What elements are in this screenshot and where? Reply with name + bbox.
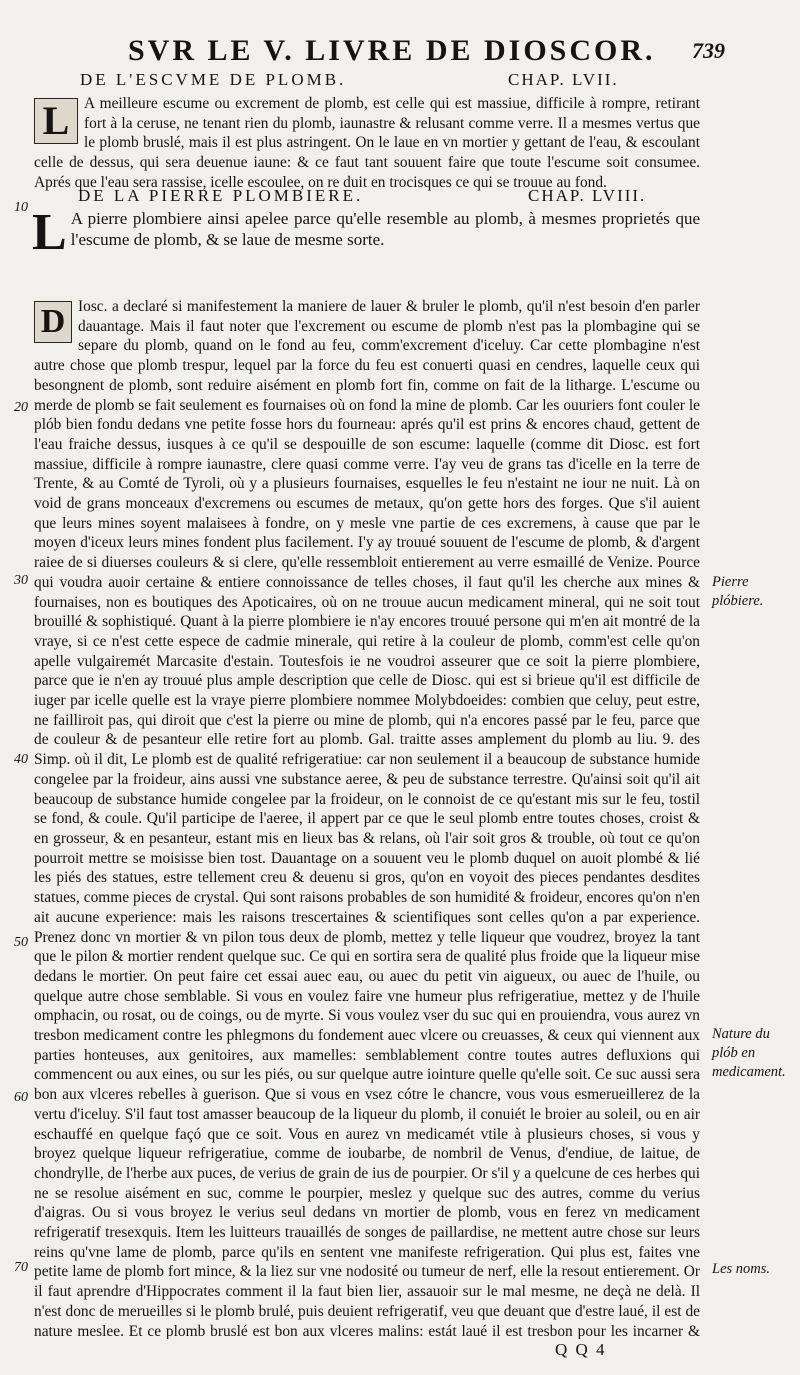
chapter-58-number: CHAP. LVIII. xyxy=(528,186,647,205)
line-number: 30 xyxy=(14,573,28,588)
line-number: 50 xyxy=(14,935,28,950)
line-number: 20 xyxy=(14,400,28,415)
commentary-text: Iosc. a declaré si manifestement la maniere de lauer & bruler le plomb, qu'il n'est besoin d'en parler dauantage. Mais il faut noter que l'excrement ou escume de plomb n'est pas la plombagine qui se separe du plomb, quand on le fond au feu, comm'excrement d'iceluy. Car cette plombagine n'est autre chose que plomb trespur, lequel par la force du feu est conuerti quasi en cendres, laquelle ceux qui besongnent de plomb, sont reduire aisément en plomb fort fin, comme on fait de la litharge. L'escume ou merde de plomb se fait seulement es fournaises où on fond la mine de plomb. Car les ouuriers font couler le plób bien fondu dedans vne petite fosse hors du fourneau: aprés qu'il est prins & encores chaud, gettent de l'eau fraiche dessus, iusques à ce qu'il se despouille de son escume: laquelle (comme dit Diosc. est fort massiue, difficile à rompre iaunastre, clere quasi comme verre. I'ay veu de grans tas d'icelle en la terre de Trente, & au Comté de Tyroli, où y a plusieurs fournaises, esquelles le feu n'estaint ne iour ne nuit. Là on void de grans monceaux d'excremens ou escumes de metaux, qu'on gette hors des forges. Que s'il auient que leurs mines soyent malaisees à fondre, on y mesle vne partie de ces excremens, à cause que par le moyen d'iceux leurs mines fondent plus facilement. I'y ay trouué souuent de l'escume de plomb, & d'argent raiee de si diuerses couleurs & si clere, qu'elle ressembloit entierement au verre esmaillé de Venize. Pource qui voudra auoir certaine & entiere connoissance de telles choses, il faut qu'il les cherche aux mines & fournaises, non es boutiques des Apoticaires, où on ne trouue aucun medicament mineral, qui ne soit tout brouillé & sophistiqué. Quant à la pierre plombiere ie n'ay encores trouué persone qui m'en ait montré de la vraye, si ce n'est cette espece de cadmie minerale, qui retire à la couleur de plomb, comm'est celle qu'on apelle vulgairemét Marcasite d'estain. Toutesfois ie ne voudroi asseurer que ce soit la pierre plombiere, parce que ie n'en ay trouué plus ample description que celle de Diosc. qui est si brieue qu'il est difficile de iuger par icelle quelle est la vraye pierre plombiere nommee Molybdoeides: combien que celuy, peut estre, ne failliroit pas, qui diroit que c'est la pierre ou mine de plomb, qui n'a encores passé par le feu, parce que de couleur & de pesanteur elle retire fort au plomb. Gal. traitte asses amplement du plomb au liu. 9. des Simp. où il dit, Le plomb est de qualité refrigeratiue: car non seulement il a beaucoup de substance humide congelee par la froideur, ains aussi vne substance aeree, & peu de substance terrestre. Qu'ainsi soit qu'il ait beaucoup de substance humide congelee par la froideur, on le connoist de ce qu'estant mis sur le feu, tostil se fond, & coule. Qu'il participe de l'aeree, il appert par ce que le seul plomb entre toutes choses, croist & en grosseur, & en pesanteur, estant mis en lieux bas & relans, où l'air soit gros & trouble, où tout ce qu'on pourroit mettre se moisisse bien tost. Dauantage on a souuent veu le plomb duquel on auoit plombé & lié les piés des statues, estre tellement creu & deuenu si gros, qu'on en voyoit des pieces pendantes desdites statues, comme pieces de crystal. Qui sont raisons probables de son humidité & froideur, encores qu'on n'en ait aucune experience: mais les raisons trescertaines & scientifiques sont celles qu'on a par experience. Prenez donc vn mortier & vn pilon tous deux de plomb, mettez y telle liqueur que voudrez, broyez la tant que le pilon & mortier rendent quelque suc. Ce qui en sortira sera de qualité plus froide que la liqueur mise dedans le mortier. On peut faire cet essai auec eau, ou auec du petit vin aigueux, ou auec de l'huile, ou quelque autre chose semblable. Si vous en voulez faire vne humeur plus refrigeratiue, mettez y de l'huile omphacin, ou rosat, ou de coings, ou de myrte. Si vous voulez vser du suc qui en prouiendra, vous aurez vn tresbon medicament contre les phlegmons du fondement auec vlcere ou creuasses, & ceux qui viennent aux parties honteuses, aux genitoires, aux mamelles: semblablement contre toutes autres defluxions qui commencent ou aux eines, ou sur les piés, ou sur quelque autre iointure quelle qu'elle soit. Ce suc aussi sera bon aux vlceres rebelles à guerison. Que si vous en vsez cótre le chancre, vous vous esmerueillerez de la vertu d'iceluy. S'il faut tost amasser beaucoup de la liqueur du plomb, il conuiét le broier au soleil, ou en air eschauffé en quelque façó que ce soit. Vous en aurez vn medicamét vtile à plusieurs choses, si vous y broyez quelque liqueur refrigeratiue, comme de ioubarbe, de nombril de Venus, d'endiue, de laitue, de chondrylle, de l'herbe aux puces, de verius de grain de ius de pourpier. Or s'il y a quelcune de ces herbes qui ne se resolue aisément en suc, comme le pourpier, meslez y quelque suc des autres, comme du verius d'aigras. Ou si vous broyez le verius seul dedans vn mortier de plomb, vous en ferez vn medicament refrigeratif tresexquis. Item les luitteurs trauaillés de songes de paillardise, ne mettent autre chose sur leurs reins qu'vne lame de plomb, parce qu'ils en sentent vne manifeste refrigeration. Qui plus est, faites vne petite lame de plomb fort mince, & la liez sur vne nodosité ou tumeur de nerf, elle la resout entierement. Or il faut aprendre d'Hippocrates comment il la faut bien lier, assauoir sur le mal mesme, ne deçà ne delà. Il n'est donc de merueilles si le plomb brulé, puis deuient refrigeratif, veu que deuant que d'estre laué, il est de nature meslee. Et ce plomb bruslé est bon aux vlceres malins: estát laué il est tresbon pour les incarner & xyxy=(34,298,700,1339)
commentary-body xyxy=(34,297,700,1339)
line-number: 10 xyxy=(14,200,28,215)
margin-note-pierre-plombiere: Pierre plóbiere. xyxy=(712,574,764,609)
running-head: SVR LE V. LIVRE DE DIOSCOR. xyxy=(128,34,656,67)
chapter-58-text: A pierre plombiere ainsi apelee parce qu'elle resemble au plomb, à mesmes proprietés que l'escume de plomb, & se laue de mesme sorte. xyxy=(70,209,700,249)
chapter-57-title: DE L'ESCVME DE PLOMB. xyxy=(80,70,347,89)
margin-note-les-noms: Les noms. xyxy=(712,1261,771,1277)
signature-mark: Q Q 4 xyxy=(555,1340,607,1359)
line-number: 40 xyxy=(14,752,28,767)
chapter-58-title: DE LA PIERRE PLOMBIERE. xyxy=(78,186,364,205)
line-number: 60 xyxy=(14,1090,28,1105)
ornamental-dropcap: L xyxy=(34,98,78,144)
chapter-57-number: CHAP. LVII. xyxy=(508,70,619,89)
chapter-57-body xyxy=(34,94,700,193)
chapter-57-text: A meilleure escume ou excrement de plomb, est celle qui est massiue, difficile à rompre, retirant fort à la ceruse, ne tenant rien du plomb, iaunastre & relusant comme verre. Il a mesmes vertus que le plomb bruslé, mais il est plus astringent. On le laue en vn mortier y gettant de l'eau, & escoulant celle de dessus, qui sera deuenue iaune: & ce faut tant souuent faire que toute l'escume soit consumee. Aprés que l'eau sera rassise, icelle escoulee, on re duit en trocisques ce qui se trouue au fond. xyxy=(34,95,700,191)
commentary-dropcap: D xyxy=(34,301,72,343)
margin-note-nature-du-plomb: Nature du plób en medicament. xyxy=(712,1026,786,1080)
page-number: 739 xyxy=(692,38,725,63)
large-initial: L xyxy=(32,204,67,261)
chapter-58-body xyxy=(32,204,700,261)
line-number: 70 xyxy=(14,1260,28,1275)
